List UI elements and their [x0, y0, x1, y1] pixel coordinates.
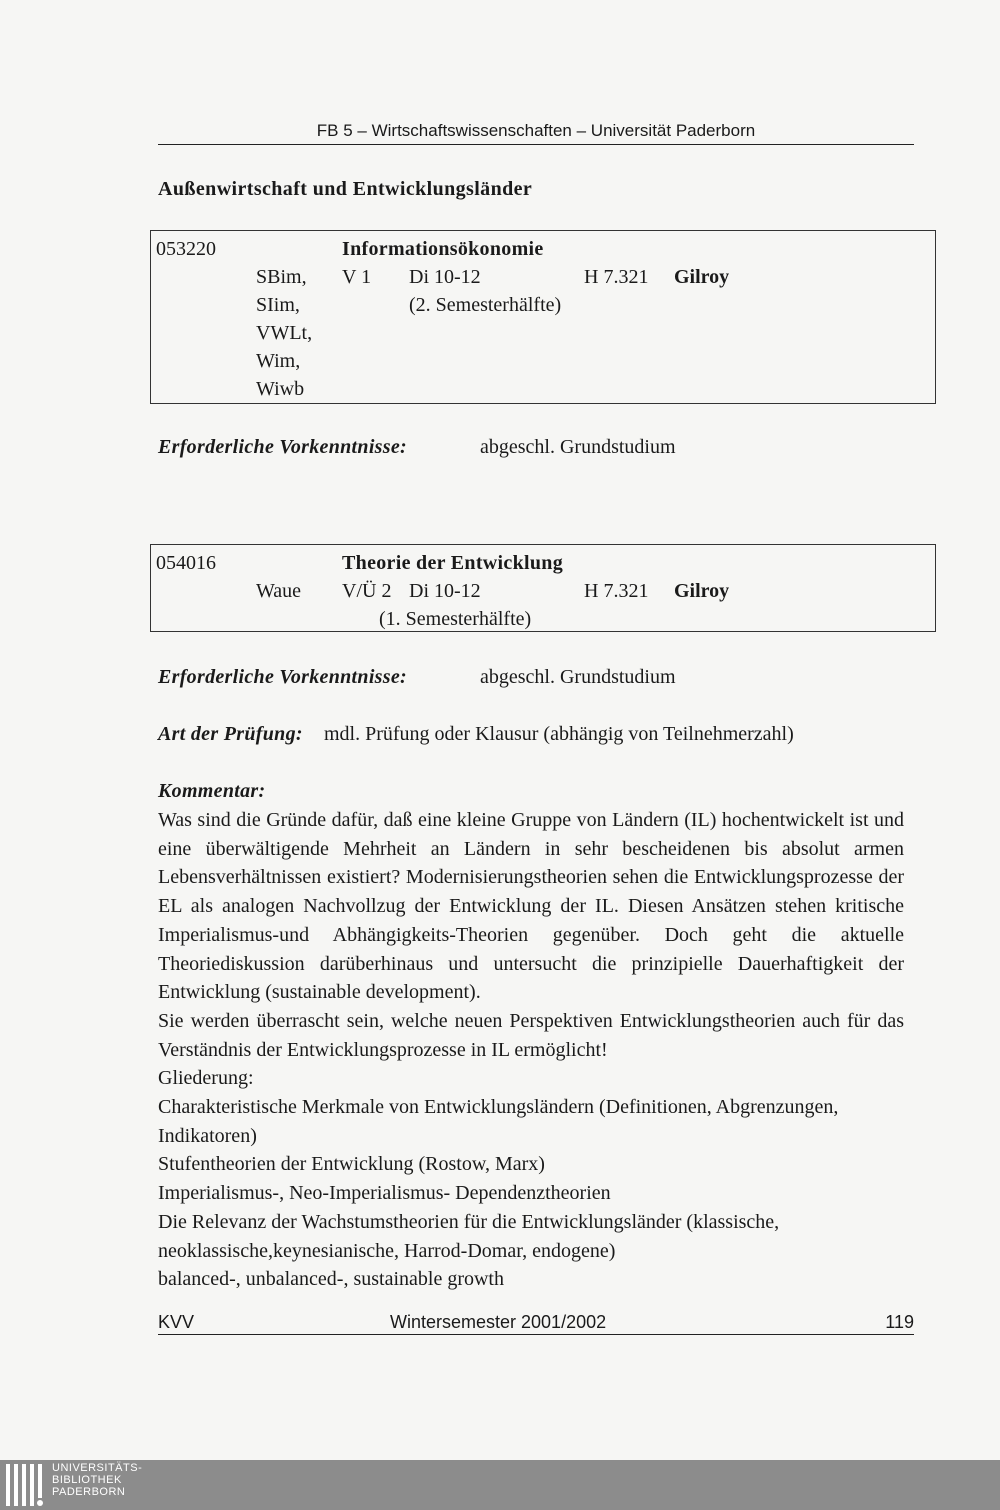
library-name-line: BIBLIOTHEK [52, 1474, 122, 1486]
course-lecturer: Gilroy [674, 266, 730, 288]
course-time: Di 10-12 [409, 266, 481, 288]
course-type: V/Ü 2 [342, 580, 392, 602]
program-code: SBim, [256, 266, 307, 288]
prerequisites-value: abgeschl. Grundstudium [480, 666, 676, 688]
course-type: V 1 [342, 266, 372, 288]
course-title: Informationsökonomie [342, 238, 544, 260]
course-number: 054016 [156, 552, 216, 574]
prerequisites-label: Erforderliche Vorkenntnisse: [158, 666, 407, 688]
library-logo-icon [6, 1464, 46, 1506]
outline-item: Stufentheorien der Entwicklung (Rostow, Marx) [158, 1153, 545, 1176]
section-title: Außenwirtschaft und Entwicklungsländer [158, 178, 533, 200]
course-time: Di 10-12 [409, 580, 481, 602]
course-note: (2. Semesterhälfte) [409, 294, 562, 316]
course-box-053220 [150, 230, 936, 404]
page-number: 119 [885, 1312, 914, 1332]
exam-value: mdl. Prüfung oder Klausur (abhängig von Teilnehmerzahl) [324, 723, 794, 745]
outline-item: Charakteristische Merkmale von Entwicklungsländern (Definitionen, Abgrenzungen, Indikatoren) [158, 1096, 839, 1147]
page-footer [158, 1310, 914, 1335]
comment-paragraph: Was sind die Gründe dafür, daß eine kleine Gruppe von Ländern (IL) hochentwickelt ist und eine überwältigende Mehrheit an Ländern in sehr bescheidenen bis absolut armen Lebensverhältnissen existiert? Modernisierungstheorien sehen die Entwicklungsprozesse der EL als analogen Nachvollzug der Entwicklung der IL. Diesen Ansätzen stehen kritische Imperialismus-und Abhängigkeits-Theorien gegenüber. Doch geht die aktuelle Theoriediskussion darüberhinaus und untersucht die prinzipielle Dauerhaftigkeit der Entwicklung (sustainable development). [158, 809, 904, 1004]
footer-left: KVV [158, 1312, 195, 1332]
program-code: Wiwb [256, 378, 305, 400]
comment-body [158, 806, 904, 1294]
outline-label: Gliederung: [158, 1067, 254, 1090]
exam-label: Art der Prüfung: [158, 723, 303, 745]
course-title: Theorie der Entwicklung [342, 552, 563, 574]
program-code: Wim, [256, 350, 301, 372]
prerequisites-label: Erforderliche Vorkenntnisse: [158, 436, 407, 458]
library-name-line: PADERBORN [52, 1486, 126, 1498]
page-header: FB 5 – Wirtschaftswissenschaften – Universität Paderborn [158, 118, 914, 145]
course-room: H 7.321 [584, 580, 649, 602]
outline-item: Imperialismus-, Neo-Imperialismus- Dependenztheorien [158, 1182, 611, 1205]
outline-item: Die Relevanz der Wachstumstheorien für die Entwicklungsländer (klassische, neoklassische,keynesianische, Harrod-Domar, endogene) [158, 1210, 780, 1262]
footer-semester: Wintersemester 2001/2002 [390, 1312, 607, 1332]
comment-label: Kommentar: [158, 780, 266, 802]
course-note: (1. Semesterhälfte) [379, 608, 532, 630]
course-room: H 7.321 [584, 266, 649, 288]
course-box-054016 [150, 544, 936, 632]
program-code: VWLt, [256, 322, 313, 344]
library-name-line: UNIVERSITÄTS- [52, 1462, 143, 1474]
program-code: Waue [256, 580, 302, 602]
library-bar [0, 1460, 1000, 1510]
course-lecturer: Gilroy [674, 580, 730, 602]
outline-item: balanced-, unbalanced-, sustainable growth [158, 1268, 504, 1291]
course-number: 053220 [156, 238, 216, 260]
program-code: SIim, [256, 294, 300, 316]
prerequisites-value: abgeschl. Grundstudium [480, 436, 676, 458]
comment-paragraph: Sie werden überrascht sein, welche neuen Perspektiven Entwicklungstheorien auch für das Verständnis der Entwicklungsprozesse in IL ermöglicht! [158, 1009, 904, 1061]
library-name [52, 1462, 142, 1498]
